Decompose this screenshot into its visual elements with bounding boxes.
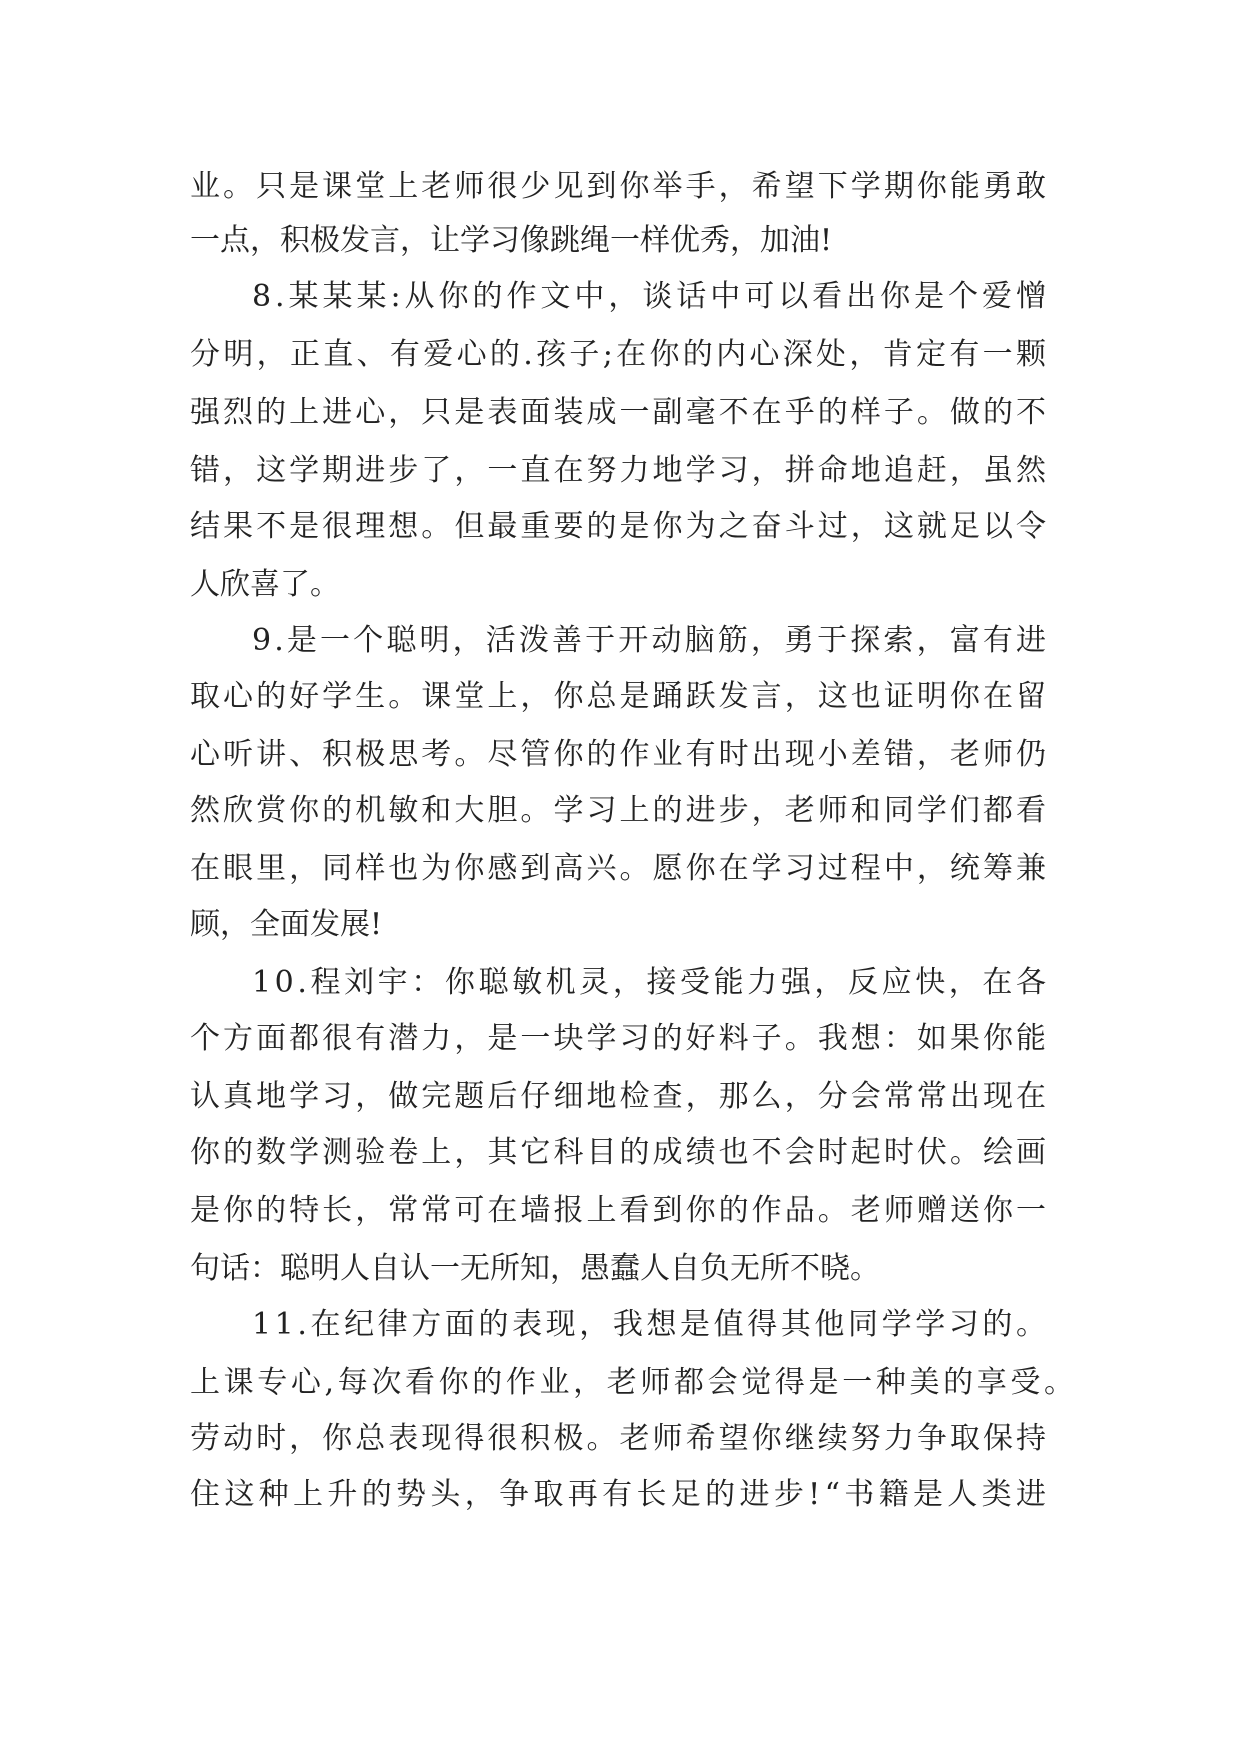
text-line: 结果不是很理想。但最重要的是你为之奋斗过，这就足以令 bbox=[190, 509, 1050, 544]
paragraph-11-first-line: 11.在纪律方面的表现，我想是值得其他同学学习的。 bbox=[252, 1307, 1050, 1342]
text-line: 分明，正直、有爱心的.孩子;在你的内心深处，肯定有一颗 bbox=[190, 337, 1050, 372]
text-line: 劳动时，你总表现得很积极。老师希望你继续努力争取保持 bbox=[190, 1421, 1050, 1456]
text-line: 心听讲、积极思考。尽管你的作业有时出现小差错，老师仍 bbox=[190, 737, 1050, 772]
text-line: 业。只是课堂上老师很少见到你举手，希望下学期你能勇敢 bbox=[190, 169, 1050, 204]
paragraph-8-first-line: 8.某某某:从你的作文中，谈话中可以看出你是个爱憎 bbox=[252, 279, 1050, 314]
text-line: 在眼里，同样也为你感到高兴。愿你在学习过程中，统筹兼 bbox=[190, 851, 1050, 886]
text-line: 上课专心,每次看你的作业，老师都会觉得是一种美的享受。 bbox=[190, 1365, 1078, 1400]
text-line: 个方面都很有潜力，是一块学习的好料子。我想：如果你能 bbox=[190, 1021, 1050, 1056]
text-line: 一点，积极发言，让学习像跳绳一样优秀，加油! bbox=[190, 223, 833, 258]
text-line: 强烈的上进心，只是表面装成一副毫不在乎的样子。做的不 bbox=[190, 395, 1050, 430]
paragraph-10-first-line: 10.程刘宇：你聪敏机灵，接受能力强，反应快，在各 bbox=[252, 965, 1050, 1000]
text-line: 你的数学测验卷上，其它科目的成绩也不会时起时伏。绘画 bbox=[190, 1135, 1050, 1170]
text-line: 住这种上升的势头，争取再有长足的进步!“书籍是人类进 bbox=[190, 1477, 1051, 1512]
text-line: 是你的特长，常常可在墙报上看到你的作品。老师赠送你一 bbox=[190, 1193, 1050, 1228]
text-line: 句话：聪明人自认一无所知，愚蠢人自负无所不晓。 bbox=[190, 1251, 880, 1286]
paragraph-9-first-line: 9.是一个聪明，活泼善于开动脑筋，勇于探索，富有进 bbox=[252, 623, 1050, 658]
text-line: 人欣喜了。 bbox=[190, 567, 340, 602]
text-line: 认真地学习，做完题后仔细地检查，那么，分会常常出现在 bbox=[190, 1079, 1050, 1114]
text-line: 取心的好学生。课堂上，你总是踊跃发言，这也证明你在留 bbox=[190, 679, 1050, 714]
text-line: 然欣赏你的机敏和大胆。学习上的进步，老师和同学们都看 bbox=[190, 793, 1050, 828]
text-line: 顾，全面发展! bbox=[190, 907, 383, 942]
text-line: 错，这学期进步了，一直在努力地学习，拼命地追赶，虽然 bbox=[190, 453, 1050, 488]
